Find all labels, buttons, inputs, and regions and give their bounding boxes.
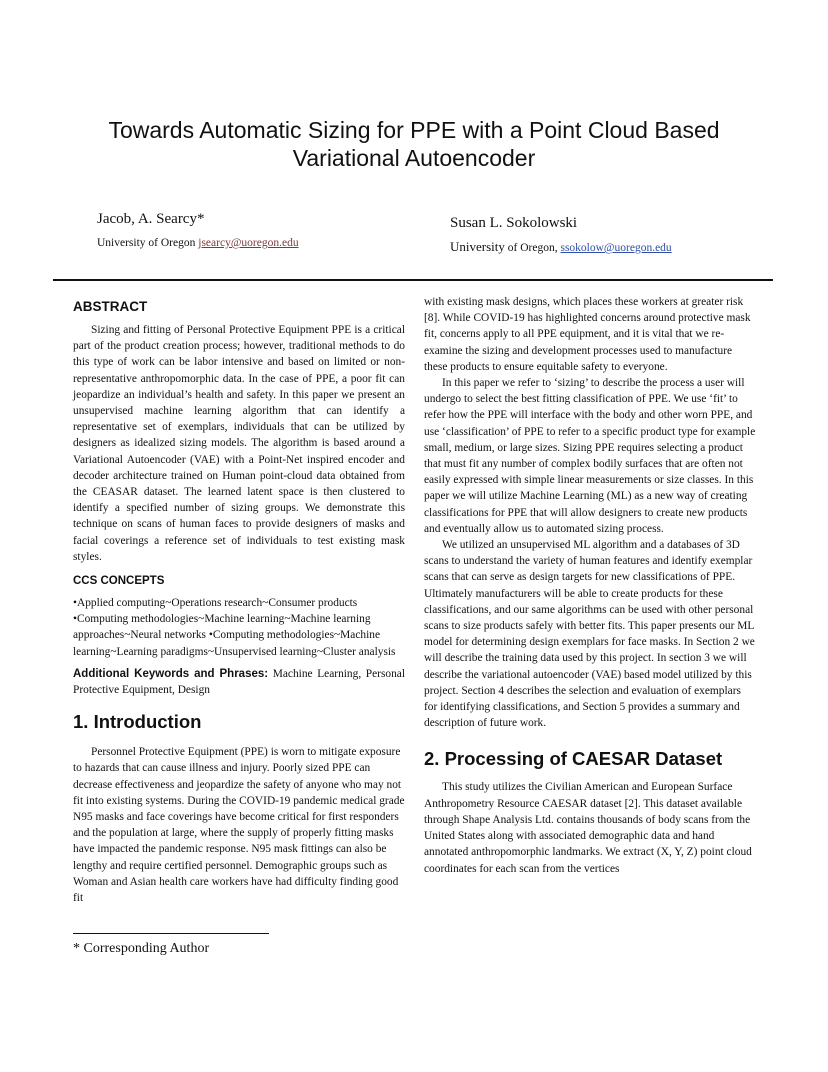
affiliation-text: of Oregon, xyxy=(507,242,558,254)
ccs-heading: CCS CONCEPTS xyxy=(73,575,165,588)
keywords-text: Machine Learning, Personal Protective Equipment, Design xyxy=(73,667,406,697)
section-2-text: This study utilizes the Civilian American and European Surface Anthropometry Resource CAESAR dataset [2]. This dataset available through Shape Analysis Ltd. contains thousands of body scans from the United States along with associated demographic data and hand annotated anthropomorphic landmarks. We extract (X, Y, Z) point cloud coordinates for each scan from the vertices xyxy=(424,781,752,875)
left-column xyxy=(73,298,405,906)
paper-title xyxy=(60,116,768,172)
affiliation-prefix: University xyxy=(450,239,505,254)
body-paragraph: with existing mask designs, which places these workers at greater risk [8]. While COVID-19 has highlighted concerns around protective mask fit, concerns apply to all PPE equipment, and it is vital that we re-examine the sizing and development processes used to manufacture these products to ensure equitable safety to everyone. xyxy=(424,296,751,373)
header-divider xyxy=(53,279,773,281)
author-email-link[interactable]: jsearcy@uoregon.edu xyxy=(198,237,299,249)
author-name: Jacob, A. Searcy* xyxy=(97,211,205,227)
keywords-paragraph xyxy=(73,666,405,698)
author-block-1 xyxy=(97,209,299,251)
title-line-2: Variational Autoencoder xyxy=(292,145,536,171)
right-column xyxy=(424,294,756,877)
section-2-heading: 2. Processing of CAESAR Dataset xyxy=(424,748,723,770)
abstract-heading: ABSTRACT xyxy=(73,299,148,314)
abstract-text: Sizing and fitting of Personal Protective Equipment PPE is a critical part of the product creation process; however, traditional methods to do this type of work can be labor intensive and based on limited or non-representative anthropomorphic data. In the case of PPE, a poor fit can jeopardize an individual’s health and safety. In this paper we present an unsupervised machine learning algorithm that can identify a representative set of exemplars, individuals that can be utilized by designers as idealized sizing models. The algorithm is based around a Variational Autoencoder (VAE) with a Point-Net inspired encoder and decoder architecture trained on Human point-cloud data obtained from the CEASAR dataset. The learned latent space is then clustered to identify a specified number of sizing groups. We demonstrate this technique on scans of human faces to provide designers of masks and facial coverings a reference set of individuals to test existing mask styles. xyxy=(73,324,405,563)
author-affiliation xyxy=(97,235,299,251)
author-affiliation xyxy=(450,239,672,256)
keywords-label: Additional Keywords and Phrases: xyxy=(73,667,269,680)
affiliation-text: University of Oregon xyxy=(97,237,196,249)
introduction-heading: 1. Introduction xyxy=(73,711,202,733)
introduction-text: Personnel Protective Equipment (PPE) is worn to mitigate exposure to hazards that can cause illness and injury. Poorly sized PPE can decrease effectiveness and jeopardize the safety of anyone who may not fit into existing systems. During the COVID-19 pandemic medical grade N95 masks and face coverings have become critical for first responders and the population at large, where the supply of properly fitting masks have impacted the pandemic response. N95 mask fittings can also be lengthy and require certified personnel. Demographic groups such as Woman and Asian health care workers have had difficulty finding good fit xyxy=(73,746,405,905)
ccs-text: •Applied computing~Operations research~Consumer products •Computing methodologies~Machine learning~Machine learning approaches~Neural networks •Computing methodologies~Machine learning~Learning paradigms~Unsupervised learning~Cluster analysis xyxy=(73,597,396,658)
body-paragraph: In this paper we refer to ‘sizing’ to describe the process a user will undergo to select the best fitting classification of PPE. We use ‘fit’ to refer how the PPE will interface with the body and other worn PPE, and use ‘classification’ of PPE to refer to a specific product type for example small, medium, or large sizes. Sizing PPE requires selecting a product that must fit any number of complex bodily surfaces that are often not easily expressed with simple linear measurements or size classes. In this paper we will utilize Machine Learning (ML) as a new way of creating classifications for PPE that will allow designers to create new products and eventually allow us to automated sizing process. xyxy=(424,377,756,535)
footnote-divider xyxy=(73,933,269,934)
author-name: Susan L. Sokolowski xyxy=(450,215,578,231)
author-email-link[interactable]: ssokolow@uoregon.edu xyxy=(560,242,672,254)
title-line-1: Towards Automatic Sizing for PPE with a Point Cloud Based xyxy=(108,117,720,143)
body-paragraph: We utilized an unsupervised ML algorithm and a databases of 3D scans to understand the variety of human features and identify exemplar scans that can serve as design targets for new classifications of PPE. Ultimately manufacturers will be able to create products for these classifications, and our same algorithms can be used with other personal scans to size products safely with better fits. This paper presents our ML model for determining design exemplars for face masks. In Section 2 we will describe the training data used by this project. In section 3 we will describe the variational autoencoder (VAE) based model utilized by this project. Section 4 describes the selection and evaluation of exemplars for identifying classifications, and Section 5 provides a summary and description of future work. xyxy=(424,539,755,730)
author-block-2 xyxy=(450,213,672,256)
footnote: * Corresponding Author xyxy=(73,941,210,956)
